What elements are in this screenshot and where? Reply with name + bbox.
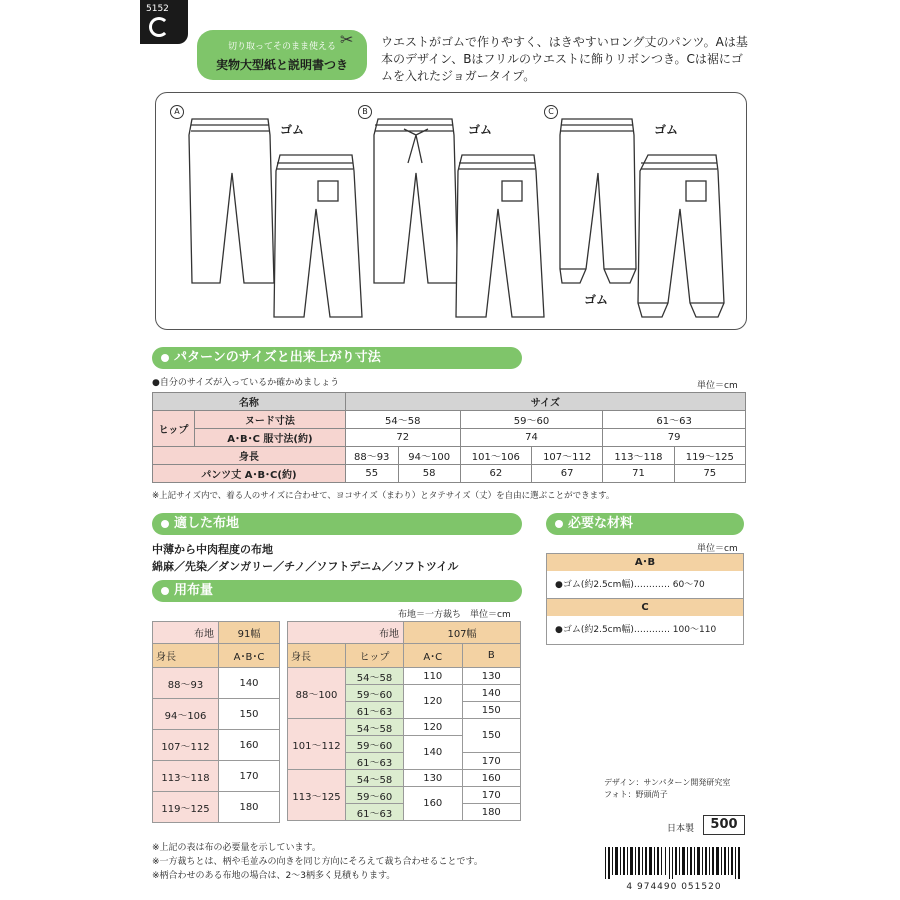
row-height: 94〜106: [153, 699, 219, 730]
pants-b-front: [374, 119, 458, 283]
group-height: 88〜100: [288, 668, 346, 719]
size-footnote: ※上記サイズ内で、着る人のサイズに合わせて、ヨコサイズ（まわり）とタテサイズ（丈）を自由に選ぶことができます。: [152, 491, 615, 501]
pocket-c: [686, 181, 706, 201]
finished-label: A･B･C 服寸法(約): [195, 429, 346, 447]
brand-logo-icon: [149, 17, 169, 37]
b-val: 170: [462, 753, 521, 770]
length-val: 67: [532, 465, 603, 483]
credit-photo: フォト：野頭尚子: [604, 790, 668, 799]
hip-val: 61〜63: [346, 804, 404, 821]
finished-val: 72: [345, 429, 460, 447]
width-91: 91幅: [219, 622, 280, 644]
size-note: ●自分のサイズが入っているか確かめましょう: [152, 378, 340, 388]
length-label: パンツ丈 A･B･C(約): [153, 465, 346, 483]
pocket-a: [318, 181, 338, 201]
length-val: 62: [460, 465, 531, 483]
materials-c: C: [547, 599, 743, 616]
gomu-label-hem: ゴム: [584, 293, 609, 307]
hip-val: 59〜60: [346, 787, 404, 804]
height-label: 身長: [288, 644, 346, 668]
height-label: 身長: [153, 644, 219, 668]
ac-val: 130: [404, 770, 463, 787]
yardage-note: 布地＝一方裁ち 単位＝cm: [398, 610, 511, 620]
ac-val: 120: [404, 719, 463, 736]
materials-ab-item: ●ゴム(約2.5cm幅)‥‥‥‥‥‥ 60〜70: [547, 571, 743, 599]
badge-line1: 切り取ってそのまま使える: [227, 42, 336, 52]
style-abc: A･B･C: [219, 644, 280, 668]
length-val: 58: [398, 465, 460, 483]
hip-val: 61〜63: [346, 702, 404, 719]
size-header-name: 名称: [153, 393, 346, 411]
credit-design: デザイン：サンパターン開発研究室: [604, 778, 731, 787]
pocket-b: [502, 181, 522, 201]
cloth-label: 布地: [288, 622, 404, 644]
b-val: 170: [462, 787, 521, 804]
finished-val: 79: [603, 429, 746, 447]
row-height: 88〜93: [153, 668, 219, 699]
pants-a-back: [274, 155, 362, 317]
illustration-panel: [155, 92, 747, 330]
size-section-title: パターンのサイズと出来上がり寸法: [152, 347, 522, 369]
row-value: 170: [219, 761, 280, 792]
finished-val: 74: [460, 429, 603, 447]
group-height: 101〜112: [288, 719, 346, 770]
yardage-table-91: [152, 621, 280, 823]
fabric-line1: 中薄から中肉程度の布地: [152, 543, 273, 556]
nude-val: 54〜58: [345, 411, 460, 429]
pants-a-front: [189, 119, 274, 283]
ac-val: 110: [404, 668, 463, 685]
notes: [152, 841, 483, 883]
badge-line2: 実物大型紙と説明書つき: [215, 58, 348, 72]
gomu-label-b: ゴム: [468, 123, 493, 137]
row-value: 150: [219, 699, 280, 730]
b-val: 150: [462, 719, 521, 753]
row-height: 113〜118: [153, 761, 219, 792]
nude-val: 59〜60: [460, 411, 603, 429]
description: ウエストがゴムで作りやすく、はきやすいロング丈のパンツ。Aは基本のデザイン、Bはフリルのウエストに飾りリボンつき。Cは裾にゴムを入れたジョガータイプ。: [381, 35, 748, 83]
credits: [604, 777, 730, 801]
fabric-section-title: 適した布地: [152, 513, 522, 535]
hip-label: ヒップ: [346, 644, 404, 668]
height-val: 101〜106: [460, 447, 531, 465]
group-height: 113〜125: [288, 770, 346, 821]
row-value: 160: [219, 730, 280, 761]
fabric-line2: 綿麻／先染／ダンガリー／チノ／ソフトデニム／ソフトツイル: [152, 560, 459, 573]
width-107: 107幅: [404, 622, 521, 644]
style-b: B: [462, 644, 521, 668]
b-val: 180: [462, 804, 521, 821]
label-a: A: [170, 105, 184, 119]
made-in: 日本製: [667, 824, 695, 834]
brand-corner: [140, 0, 188, 44]
size-table: [152, 392, 746, 483]
hip-val: 61〜63: [346, 753, 404, 770]
length-val: 55: [345, 465, 398, 483]
cloth-label: 布地: [153, 622, 219, 644]
price: 500: [703, 815, 745, 835]
row-height: 107〜112: [153, 730, 219, 761]
barcode-number: 4 974490 051520: [626, 882, 722, 892]
b-val: 140: [462, 685, 521, 702]
ac-val: 160: [404, 787, 463, 821]
b-val: 160: [462, 770, 521, 787]
label-c: C: [544, 105, 558, 119]
pants-c-back: [638, 155, 724, 317]
b-val: 150: [462, 702, 521, 719]
height-label: 身長: [153, 447, 346, 465]
hip-val: 59〜60: [346, 685, 404, 702]
materials-unit: 単位＝cm: [697, 544, 738, 554]
nude-label: ヌード寸法: [195, 411, 346, 429]
hip-val: 54〜58: [346, 719, 404, 736]
size-unit: 単位＝cm: [697, 381, 738, 391]
note-3: ※柄合わせのある布地の場合は、2〜3柄多く見積もります。: [152, 871, 396, 881]
height-val: 94〜100: [398, 447, 460, 465]
row-height: 119〜125: [153, 792, 219, 823]
scissors-icon: ✂: [340, 30, 354, 49]
height-val: 88〜93: [345, 447, 398, 465]
nude-val: 61〜63: [603, 411, 746, 429]
note-1: ※上記の表は布の必要量を示しています。: [152, 843, 321, 853]
ac-val: 140: [404, 736, 463, 770]
barcode-icon: [603, 847, 745, 887]
label-b: B: [358, 105, 372, 119]
materials-title: 必要な材料: [546, 513, 744, 535]
row-value: 180: [219, 792, 280, 823]
materials-box: [546, 553, 744, 645]
materials-c-item: ●ゴム(約2.5cm幅)‥‥‥‥‥‥ 100〜110: [555, 625, 717, 635]
hip-label: ヒップ: [153, 411, 195, 447]
pants-b-back: [456, 155, 544, 317]
gomu-label-c: ゴム: [654, 123, 679, 137]
gomu-label-a: ゴム: [280, 123, 305, 137]
pants-c-front: [560, 119, 636, 283]
ac-val: 120: [404, 685, 463, 719]
pattern-code: 5152: [146, 4, 169, 14]
height-val: 119〜125: [674, 447, 745, 465]
yardage-section-title: 用布量: [152, 580, 522, 602]
hip-val: 54〜58: [346, 668, 404, 685]
yardage-table-107: [287, 621, 521, 821]
height-val: 113〜118: [603, 447, 674, 465]
b-val: 130: [462, 668, 521, 685]
size-header-size: サイズ: [345, 393, 745, 411]
hip-val: 59〜60: [346, 736, 404, 753]
height-val: 107〜112: [532, 447, 603, 465]
materials-ab: A･B: [547, 554, 743, 571]
style-ac: A･C: [404, 644, 463, 668]
length-val: 71: [603, 465, 674, 483]
note-2: ※一方裁ちとは、柄や毛並みの向きを同じ方向にそろえて裁ち合わせることです。: [152, 857, 483, 867]
length-val: 75: [674, 465, 745, 483]
row-value: 140: [219, 668, 280, 699]
hip-val: 54〜58: [346, 770, 404, 787]
